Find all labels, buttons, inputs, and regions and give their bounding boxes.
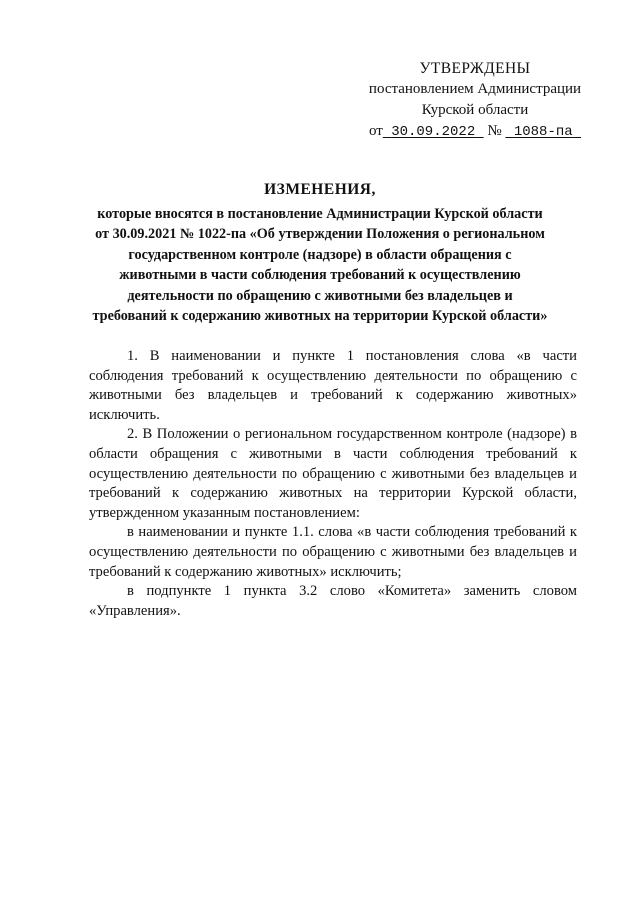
heading-title: ИЗМЕНЕНИЯ, [264, 181, 376, 198]
date-prefix: от [368, 123, 383, 139]
approval-date-line [360, 121, 590, 143]
approval-title: УТВЕРЖДЕНЫ [419, 60, 531, 77]
approval-number: 1088-па [513, 124, 573, 140]
document-heading [90, 180, 550, 327]
paragraph-1: 1. В наименовании и пункте 1 постановления слова «в части соблюдения требований к осуществлению деятельности по обращению с животными без владельцев и требований к содержанию животных» исключить. [89, 348, 577, 423]
approval-date: 30.09.2022 [391, 124, 476, 140]
approval-region-line: Курской области [421, 102, 529, 118]
heading-subtitle: которые вносятся в постановление Администрации Курской области от 30.09.2021 № 1022-па «Об утверждении Положения о региональном государственном контроле (надзоре) в области обращения с животными в части соблюдения требований к осуществлению деятельности по обращению с животными без владельцев и требований к содержанию животных на территории Курской области» [92, 205, 548, 324]
document-body [89, 347, 577, 621]
paragraph-3: в наименовании и пункте 1.1. слова «в части соблюдения требований к осуществлению деятельности по обращению с животными без владельцев и требований к содержанию животных» исключить; [89, 524, 577, 580]
paragraph-4: в подпункте 1 пункта 3.2 слово «Комитета» заменить словом «Управления». [89, 583, 577, 619]
approval-stamp [360, 58, 590, 143]
approval-issuer-line: постановлением Администрации [368, 81, 582, 97]
paragraph-2: 2. В Положении о региональном государственном контроле (надзоре) в области обращения с животными в части соблюдения требований к осуществлению деятельности по обращению с животными без владельцев и требований к содержанию животных на территории Курской области, утвержденном указанным постановлением: [89, 426, 577, 521]
number-prefix: № [487, 123, 502, 139]
